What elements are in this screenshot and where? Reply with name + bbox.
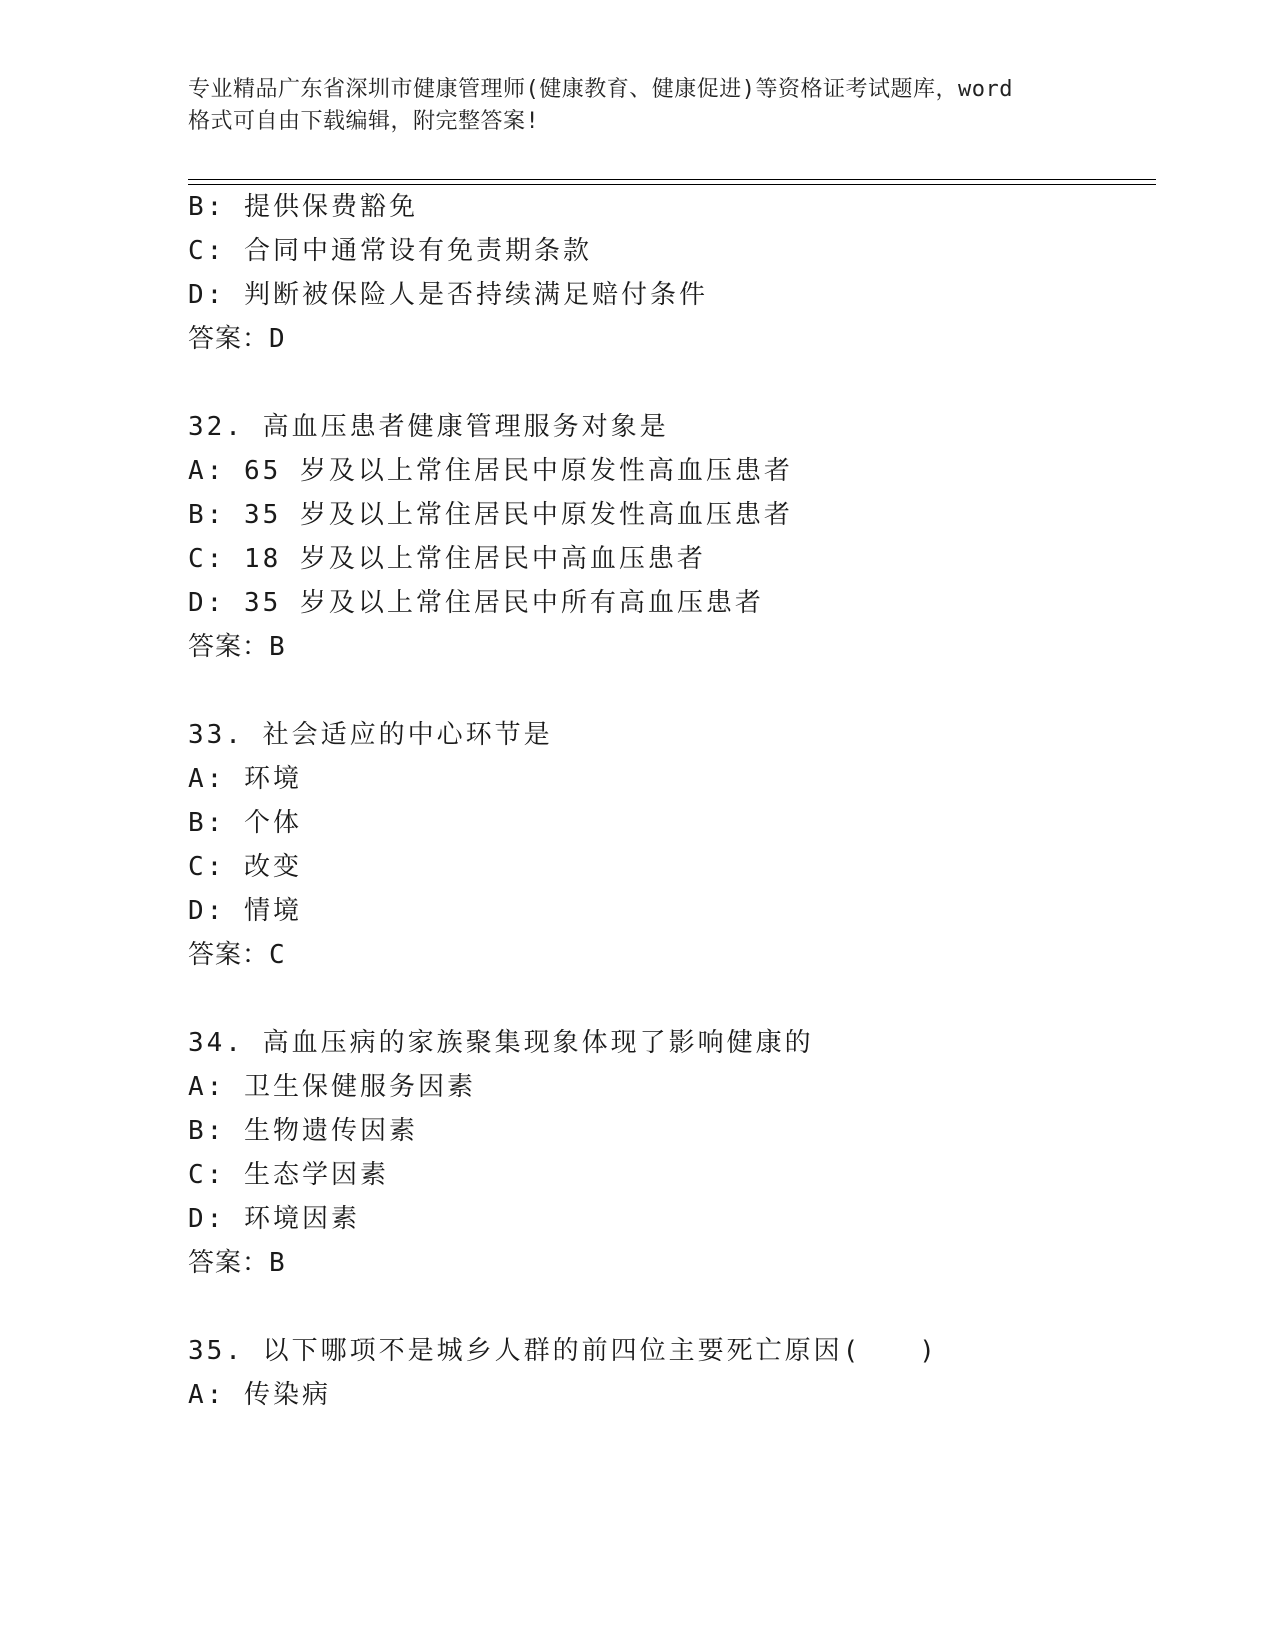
q32-option-a: A: 65 岁及以上常住居民中原发性高血压患者 xyxy=(188,456,793,486)
q34-option-a: A: 卫生保健服务因素 xyxy=(188,1072,476,1102)
q33-answer: 答案：C xyxy=(188,940,286,970)
q32-option-c: C: 18 岁及以上常住居民中高血压患者 xyxy=(188,544,706,574)
header-line-1: 专业精品广东省深圳市健康管理师(健康教育、健康促进)等资格证考试题库，word xyxy=(188,77,1013,102)
q34-option-d: D: 环境因素 xyxy=(188,1204,360,1234)
q35-option-a: A: 传染病 xyxy=(188,1380,331,1410)
q33-question: 33. 社会适应的中心环节是 xyxy=(188,720,553,750)
q35-question: 35. 以下哪项不是城乡人群的前四位主要死亡原因( ) xyxy=(188,1336,938,1366)
q33-option-c: C: 改变 xyxy=(188,852,302,882)
q32-question: 32. 高血压患者健康管理服务对象是 xyxy=(188,412,669,442)
q31-option-c: C: 合同中通常设有免责期条款 xyxy=(188,236,592,266)
q34-option-b: B: 生物遗传因素 xyxy=(188,1116,418,1146)
q32-option-d: D: 35 岁及以上常住居民中所有高血压患者 xyxy=(188,588,764,618)
q33-option-a: A: 环境 xyxy=(188,764,302,794)
q31-answer: 答案：D xyxy=(188,324,286,354)
document-header xyxy=(188,74,1098,138)
q34-option-c: C: 生态学因素 xyxy=(188,1160,389,1190)
q31-option-d: D: 判断被保险人是否持续满足赔付条件 xyxy=(188,280,708,310)
q32-answer: 答案：B xyxy=(188,632,286,662)
q31-option-b: B: 提供保费豁免 xyxy=(188,192,418,222)
header-rule-top xyxy=(188,179,1156,180)
q34-question: 34. 高血压病的家族聚集现象体现了影响健康的 xyxy=(188,1028,814,1058)
header-rule-bottom xyxy=(188,184,1156,185)
header-line-2: 格式可自由下载编辑，附完整答案! xyxy=(188,109,540,134)
q33-option-b: B: 个体 xyxy=(188,808,302,838)
q32-option-b: B: 35 岁及以上常住居民中原发性高血压患者 xyxy=(188,500,793,530)
q34-answer: 答案：B xyxy=(188,1248,286,1278)
q33-option-d: D: 情境 xyxy=(188,896,302,926)
